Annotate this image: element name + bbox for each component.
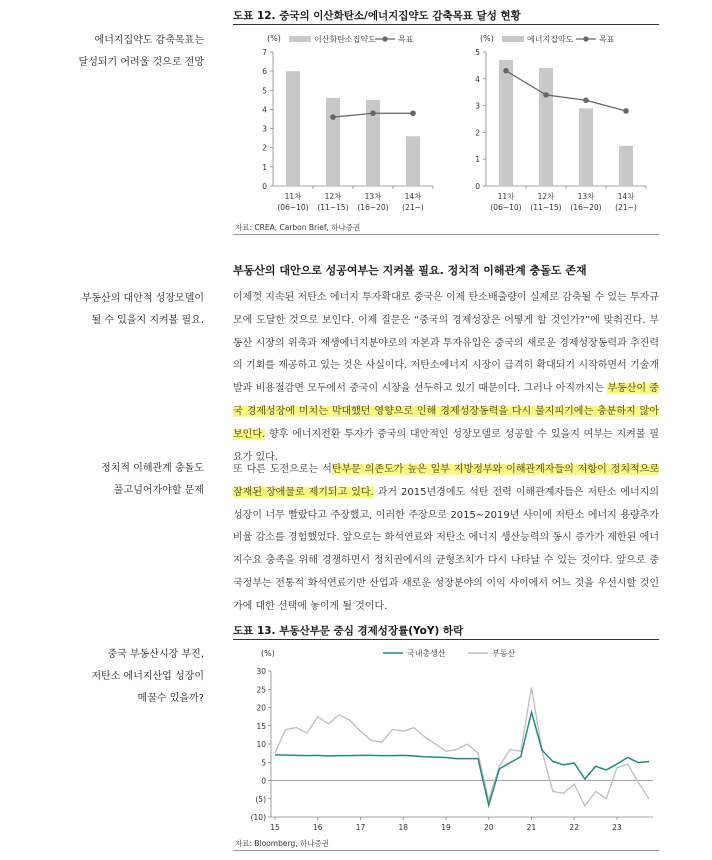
figure13-chart — [233, 644, 659, 836]
co2-chart-x-label-line1: 14차 — [404, 192, 422, 201]
growth-y-tick-label: (10) — [250, 813, 266, 822]
energy-chart-y-tick-label: 0 — [475, 182, 480, 191]
energy-chart-y-tick-label: 4 — [475, 74, 480, 84]
paragraph-1-highlight: 부동산이 중국 경제성장에 미치는 막대했던 영향으로 인해 경제성장동력을 다시 불지피기에는 충분하지 않아 보인다. — [233, 383, 659, 440]
paragraph-2-text-b: 과거 2015년경에도 석탄 전력 이해관계자들은 저탄소 에너지의 성장이 너무 빨랐다고 주장했고, 이러한 주장으로 2015~2019년 사이에 저탄소 에너지 용량추가비율 감소를 경험했었다. 앞으로는 화석연료와 저탄소 에너지 생산능력의 동시 증가가 제한된 에너지수요 충족을 위해 경쟁하면서 정치권에서의 균형조치가 다시 나타날 수 있는 것이다. 앞으로 중국정부는 전통적 화석연료기반 산업과 새로운 성장분야의 이익 사이에서 어느 것을 우선시할 것인가에 대한 선택에 놓이게 될 것이다. — [233, 486, 659, 612]
energy-chart-legend-bar-swatch — [502, 36, 524, 42]
co2-chart-y-tick-label: 3 — [262, 124, 267, 134]
energy-chart-x-label-line2: (16~20) — [570, 203, 602, 212]
co2-chart-bar-2 — [326, 98, 340, 186]
energy-chart-unit-label: (%) — [480, 34, 494, 43]
growth-x-tick-label: 20 — [483, 823, 494, 832]
energy-chart-target-line — [506, 71, 626, 111]
sidebar-note-1 — [4, 30, 204, 74]
energy-chart-y-tick-label: 5 — [475, 48, 480, 57]
paragraph-2-highlight: 탄부문 의존도가 높은 일부 지방정부와 이해관계자들의 저항이 정치적으로 잠재된 장애물로 제기되고 있다. — [233, 464, 659, 498]
co2-chart-unit-label: (%) — [267, 34, 281, 43]
energy-chart-x-label-line1: 11차 — [497, 192, 515, 201]
co2-chart-x-label-line1: 11차 — [284, 192, 302, 201]
paragraph-1 — [233, 287, 659, 469]
energy-chart-bar-1 — [499, 60, 513, 186]
paragraph-2-text-a: 또 다른 도전으로는 석 — [233, 464, 332, 475]
energy-chart-target-point-3 — [583, 97, 589, 103]
paragraph-2 — [233, 459, 659, 619]
energy-chart-legend-line-marker — [583, 36, 588, 41]
sidebar-note-4-line-3: 메꿀수 있을까? — [137, 693, 204, 704]
energy-chart-y-tick-label: 3 — [475, 101, 480, 111]
co2-chart-y-tick-label: 4 — [262, 105, 267, 115]
growth-y-tick-label: 0 — [261, 776, 266, 786]
co2-chart-y-tick-label: 0 — [262, 182, 267, 191]
co2-chart-bar-1 — [286, 71, 300, 186]
sidebar-note-2-line-2: 될 수 있을지 지켜볼 필요. — [91, 315, 204, 326]
co2-chart-legend-bar-swatch — [289, 36, 311, 42]
section-heading: 부동산의 대안으로 성공여부는 지켜볼 필요. 정치적 이해관계 충돌도 존재 — [233, 264, 587, 277]
co2-chart-x-label-line2: (06~10) — [277, 203, 309, 212]
energy-chart-y-tick-label: 2 — [475, 128, 480, 138]
co2-chart-y-tick-label: 7 — [262, 48, 267, 57]
co2-chart-target-point-1 — [330, 114, 336, 120]
growth-y-tick-label: 10 — [256, 740, 266, 749]
energy-chart-x-label-line2: (06~10) — [490, 203, 522, 212]
energy-chart-x-label-line2: (11~15) — [530, 203, 562, 212]
co2-chart-target-point-2 — [370, 110, 376, 116]
series-line-real-estate — [275, 687, 649, 806]
energy-chart-bar-3 — [579, 108, 593, 186]
figure12-left-chart — [233, 28, 443, 220]
sidebar-note-3 — [4, 458, 204, 502]
sidebar-note-4-line-1: 중국 부동산시장 부진, — [107, 649, 204, 660]
figure13-bottom-rule — [233, 850, 659, 851]
figure12-title: 도표 12. 중국의 이산화탄소/에너지집약도 감축목표 달성 현황 — [233, 10, 521, 22]
growth-x-tick-label: 22 — [569, 823, 579, 832]
paragraph-1-text-a: 이제껏 지속된 저탄소 에너지 투자확대로 중국은 이제 탄소배출량이 실제로 감축될 수 있는 투자규모에 도달한 것으로 보인다. 이제 질문은 “중국의 경제성장은 어떻게 할 것인가?”에 맞춰진다. 부동산 시장의 위축과 재생에너지분야로의 자본과 투자유입은 중국의 새로운 경제성장동력과 추진력의 기회를 제공하고 있는 것은 사실이다. 저탄소에너지 시장이 급격히 확대되기 시작하면서 기술개발과 비용절감면 모두에서 중국이 시장을 선두하고 있기 때문이다. 그러나 아직까지는 — [233, 292, 659, 395]
energy-chart-bar-2 — [539, 68, 553, 186]
sidebar-note-4-line-2: 저탄소 에너지산업 성장이 — [91, 671, 204, 682]
figure12-bottom-rule — [233, 234, 659, 235]
growth-y-tick-label: 15 — [256, 721, 266, 731]
sidebar-note-2 — [4, 288, 204, 332]
co2-chart-x-label-line2: (16~20) — [357, 203, 389, 212]
sidebar-note-4 — [4, 644, 204, 710]
co2-chart-legend-line-label: 목표 — [398, 35, 414, 44]
growth-y-tick-label: 5 — [261, 758, 266, 768]
energy-chart-y-tick-label: 1 — [475, 155, 480, 165]
co2-chart-y-tick-label: 1 — [262, 162, 267, 172]
growth-x-tick-label: 21 — [526, 823, 537, 832]
co2-chart-bar-4 — [406, 136, 420, 186]
sidebar-note-2-line-1: 부동산의 대안적 성장모델이 — [81, 293, 204, 304]
figure12-top-rule — [233, 24, 659, 25]
co2-chart-x-label-line2: (11~15) — [317, 203, 349, 212]
co2-chart-y-tick-label: 5 — [262, 86, 267, 96]
series-line-gdp — [275, 712, 649, 805]
growth-y-tick-label: 30 — [256, 667, 266, 676]
energy-chart-bar-4 — [619, 146, 633, 186]
energy-chart-x-label-line1: 12차 — [537, 192, 555, 201]
growth-x-tick-label: 17 — [355, 823, 366, 832]
sidebar-note-1-line-2: 달성되기 어려울 것으로 전망 — [78, 57, 204, 68]
growth-legend-re-label: 부동산 — [492, 649, 516, 658]
growth-y-tick-label: 25 — [256, 685, 266, 695]
energy-chart-x-label-line1: 13차 — [577, 192, 595, 201]
energy-chart-x-label-line1: 14차 — [617, 192, 635, 201]
growth-x-tick-label: 15 — [270, 823, 280, 832]
growth-x-tick-label: 19 — [441, 823, 451, 832]
energy-chart-target-point-4 — [623, 108, 629, 114]
figure13-source: 자료: Bloomberg, 하나증권 — [235, 839, 329, 848]
energy-chart-target-point-1 — [503, 68, 509, 74]
growth-legend-gdp-label: 국내총생산 — [407, 649, 446, 658]
energy-chart-legend-bar-label: 에너지집약도 — [527, 35, 574, 44]
sidebar-note-3-line-2: 풀고넘어가야할 문제 — [113, 485, 204, 496]
figure12-right-chart — [446, 28, 659, 220]
figure12-source: 자료: CREA, Carbon Brief, 하나증권 — [235, 223, 361, 232]
growth-x-tick-label: 16 — [312, 823, 323, 832]
co2-chart-y-tick-label: 6 — [262, 67, 267, 77]
figure13-top-rule — [233, 639, 659, 640]
sidebar-note-3-line-1: 정치적 이해관계 충돌도 — [101, 463, 204, 474]
growth-unit-label: (%) — [261, 649, 275, 658]
energy-chart-x-label-line2: (21~) — [615, 203, 637, 212]
co2-chart-y-tick-label: 2 — [262, 143, 267, 153]
energy-chart-legend-line-label: 목표 — [599, 35, 615, 44]
co2-chart-target-point-3 — [410, 110, 416, 116]
co2-chart-x-label-line2: (21~) — [402, 203, 424, 212]
growth-y-tick-label: (5) — [255, 794, 266, 804]
paragraph-1-text-b: 향후 에너지전환 투자가 중국의 대안적인 성장모델로 성공할 수 있을지 여부는 지켜볼 필요가 있다. — [233, 428, 659, 463]
co2-chart-legend-bar-label: 이산화탄소집약도 — [314, 35, 376, 44]
growth-x-tick-label: 18 — [398, 823, 409, 832]
co2-chart-x-label-line1: 12차 — [324, 192, 342, 201]
sidebar-note-1-line-1: 에너지집약도 감축목표는 — [94, 35, 204, 46]
co2-chart-x-label-line1: 13차 — [364, 192, 382, 201]
energy-chart-target-point-2 — [543, 92, 549, 98]
growth-x-tick-label: 23 — [612, 823, 622, 832]
co2-chart-legend-line-marker — [382, 36, 387, 41]
figure13-title: 도표 13. 부동산부문 중심 경제성장률(YoY) 하락 — [233, 625, 464, 637]
growth-y-tick-label: 20 — [256, 703, 266, 713]
